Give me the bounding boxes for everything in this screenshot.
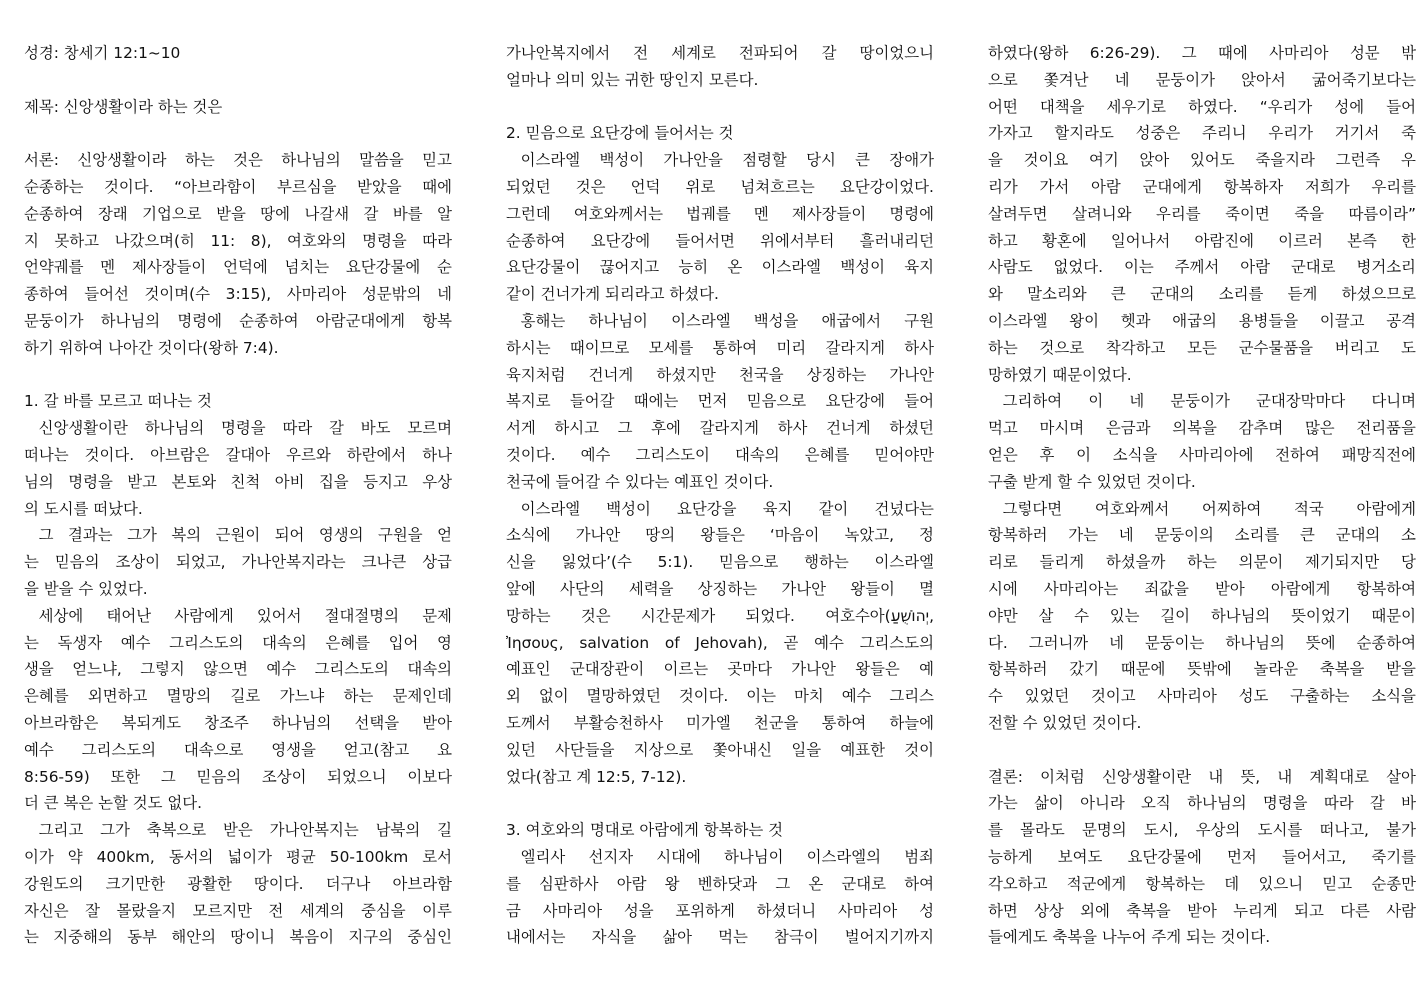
text-line: 요단강물이 끊어지고 능히 온 이스라엘 백성이 육지 [506,258,934,277]
text-line: 육지처럼 건너게 하셨지만 천국을 상징하는 가나안 [506,365,934,384]
text-column-1 [24,40,452,951]
text-line: 그리하여 이 네 문둥이가 군대장막마다 다니며 [988,392,1416,411]
text-line: 야만 살 수 있는 길이 하나님의 뜻이었기 때문이 [988,606,1416,625]
text-line: 능하게 보여도 요단강물에 먼저 들어서고, 죽기를 [988,847,1416,866]
text-line: 망하였기 때문이었다. [988,365,1132,384]
text-line: 항복하러 갔기 때문에 뜻밖에 놀라운 축복을 받을 [988,660,1416,679]
text-column-2 [506,40,934,951]
text-line: 제목: 신앙생활이라 하는 것은 [24,97,223,116]
text-line: 종하여 들어선 것이며(수 3:15), 사마리아 성문밖의 네 [24,285,452,304]
text-line: 자신은 잘 몰랐을지 모르지만 전 세계의 중심을 이루 [24,901,452,920]
text-line: 님의 명령을 받고 본토와 친척 아비 집을 등지고 우상 [24,472,452,491]
text-line: 항복하러 가는 네 문둥이의 소리를 큰 군대의 소 [988,526,1416,545]
text-line: 으로 쫓겨난 네 문둥이가 앉아서 굶어죽기보다는 [988,70,1416,89]
text-line: 문둥이가 하나님의 명령에 순종하여 아람군대에게 항복 [24,311,452,330]
text-line: 가는 삶이 아니라 오직 하나님의 명령을 따라 갈 바 [988,794,1416,813]
text-line: 그런데 여호와께서는 법궤를 멘 제사장들이 명령에 [506,204,934,223]
text-line: 들에게도 축복을 나누어 주게 되는 것이다. [988,928,1271,947]
blank-line [24,67,452,94]
text-line: 리로 들리게 하셨을까 하는 의문이 제기되지만 당 [988,553,1416,572]
blank-line [24,362,452,389]
text-line: 사람도 없었다. 이는 주께서 아람 군대로 병거소리 [988,258,1416,277]
text-line: 그 결과는 그가 복의 근원이 되어 영생의 구원을 얻 [24,526,452,545]
text-line: 생을 얻느냐, 그렇지 않으면 예수 그리스도의 대속의 [24,660,452,679]
text-line: 수 있었던 것이고 사마리아 성도 구출하는 소식을 [988,687,1416,706]
text-line: 언약궤를 멘 제사장들이 언덕에 넘치는 요단강물에 순 [24,258,452,277]
text-line: 하는 것으로 착각하고 모든 군수물품을 버리고 도 [988,338,1416,357]
text-line: 와 말소리와 큰 군대의 소리를 듣게 하셨으므로 [988,285,1416,304]
text-line: 것이다. 예수 그리스도이 대속의 은혜를 믿어야만 [506,445,934,464]
text-column-3 [988,40,1416,951]
text-line: 순종하는 것이다. “아브라함이 부르심을 받았을 때에 [24,177,452,196]
text-line: 복지로 들어갈 때에는 먼저 믿음으로 요단강에 들어 [506,392,934,411]
text-line: 홍해는 하나님이 이스라엘 백성을 애굽에서 구원 [506,311,934,330]
text-line: 신을 잃었다’(수 5:1). 믿음으로 행하는 이스라엘 [506,553,934,572]
text-line: 전할 수 있었던 것이다. [988,713,1142,732]
text-line: 성경: 창세기 12:1~10 [24,44,181,62]
text-line: 은혜를 외면하고 멸망의 길로 가느냐 하는 문제인데 [24,687,452,706]
text-line: 신앙생활이란 하나님의 명령을 따라 갈 바도 모르며 [24,419,452,438]
text-line: 가나안복지에서 전 세계로 전파되어 갈 땅이었으니 [506,44,934,62]
text-line: 2. 믿음으로 요단강에 들어서는 것 [506,124,734,143]
text-line: 순종하여 장래 기업으로 받을 땅에 나갈새 갈 바를 알 [24,204,452,223]
text-line: 순종하여 요단강에 들어서면 위에서부터 흘러내리던 [506,231,934,250]
blank-line [24,120,452,147]
text-line: 같이 건너가게 되리라고 하셨다. [506,285,719,304]
text-line: 그렇다면 여호와께서 어찌하여 적국 아람에게 [988,499,1416,518]
text-line: 서론: 신앙생활이라 하는 것은 하나님의 말씀을 믿고 [24,151,452,170]
text-line: 는 지중해의 동부 해안의 땅이니 복음이 지구의 중심인 [24,928,452,947]
text-line: 이가 약 400km, 동서의 넓이가 평균 50-100km 로서 [24,847,452,866]
text-line: 다. 그러니까 네 문둥이는 하나님의 뜻에 순종하여 [988,633,1416,652]
text-line: 외 없이 멸망하였던 것이다. 이는 마치 예수 그리스 [506,687,934,706]
text-line: 어떤 대책을 세우기로 하였다. “우리가 성에 들어 [988,97,1416,116]
text-line: 를 심판하사 아람 왕 벤하닷과 그 온 군대로 하여 [506,874,934,893]
text-line: 도께서 부활승천하사 미가엘 천군을 통하여 하늘에 [506,713,934,732]
text-line: 지 못하고 나갔으며(히 11: 8), 여호와의 명령을 따라 [24,231,452,250]
text-line: 을 것이요 여기 앉아 있어도 죽을지라 그런즉 우 [988,151,1416,170]
text-line: 는 믿음의 조상이 되었고, 가나안복지라는 크나큰 상급 [24,553,452,572]
text-line: 그리고 그가 축복으로 받은 가나안복지는 남북의 길 [24,821,452,840]
text-line: 하고 황혼에 일어나서 아람진에 이르러 본즉 한 [988,231,1416,250]
text-line: 이스라엘 백성이 가나안을 점령할 당시 큰 장애가 [506,151,934,170]
text-line: 금 사마리아 성을 포위하게 하셨더니 사마리아 성 [506,901,934,920]
text-line: 리가 가서 아람 군대에게 항복하자 저희가 우리를 [988,177,1416,196]
text-line: 더 큰 복은 논할 것도 없다. [24,794,203,813]
text-line: 이스라엘 백성이 요단강을 육지 같이 건넜다는 [506,499,934,518]
text-line: 얼마나 의미 있는 귀한 땅인지 모른다. [506,70,759,89]
text-line: 었다(참고 계 12:5, 7-12). [506,767,687,786]
text-line: 망하는 것은 시간문제가 되었다. 여호수아(יְהוֹשֻׁעַ, [506,606,934,625]
text-line: 소식에 가나안 땅의 왕들은 ‘마음이 녹았고, 정 [506,526,934,545]
text-line: 먹고 마시며 은금과 의복을 감추며 많은 전리품을 [988,419,1416,438]
text-line: 살려두면 살려니와 우리를 죽이면 죽을 따름이라” [988,204,1416,223]
text-line: 천국에 들어갈 수 있다는 예표인 것이다. [506,472,774,491]
text-line: 떠나는 것이다. 아브람은 갈대아 우르와 하란에서 하나 [24,445,452,464]
text-line: 이스라엘 왕이 헷과 애굽의 용병들을 이끌고 공격 [988,311,1416,330]
blank-line [988,737,1416,764]
text-line: 서게 하시고 그 후에 갈라지게 하사 건너게 하셨던 [506,419,934,438]
text-line: 하기 위하여 나아간 것이다(왕하 7:4). [24,338,279,357]
text-line: 강원도의 크기만한 광활한 땅이다. 더구나 아브라함 [24,874,452,893]
blank-line [506,94,934,121]
text-line: 하시는 때이므로 모세를 통하여 미리 갈라지게 하사 [506,338,934,357]
text-line: 1. 갈 바를 모르고 떠나는 것 [24,392,212,411]
text-line: 아브라함은 복되게도 창조주 하나님의 선택을 받아 [24,713,452,732]
text-line: 하였다(왕하 6:26-29). 그 때에 사마리아 성문 밖 [988,44,1416,62]
text-line: 예수 그리스도의 대속으로 영생을 얻고(참고 요 [24,740,452,759]
text-line: 의 도시를 떠났다. [24,499,143,518]
text-line: 앞에 사단의 세력을 상징하는 가나안 왕들이 멸 [506,579,934,598]
text-line: 결론: 이처럼 신앙생활이란 내 뜻, 내 계획대로 살아 [988,767,1416,786]
text-line: 각오하고 적군에게 항복하는 데 있으니 믿고 순종만 [988,874,1416,893]
text-line: 을 받을 수 있었다. [24,579,148,598]
text-line: 얻은 후 이 소식을 사마리아에 전하여 패망직전에 [988,445,1416,464]
text-line: 는 독생자 예수 그리스도의 대속의 은혜를 입어 영 [24,633,452,652]
text-line: 예표인 군대장관이 이르는 곳마다 가나안 왕들은 예 [506,660,934,679]
text-line: 를 몰라도 문명의 도시, 우상의 도시를 떠나고, 불가 [988,821,1416,840]
text-line: 시에 사마리아는 죄값을 받아 아람에게 항복하여 [988,579,1416,598]
text-line: 되었던 것은 언덕 위로 넘쳐흐르는 요단강이었다. [506,177,934,196]
text-line: 8:56-59) 또한 그 믿음의 조상이 되었으니 이보다 [24,767,452,786]
text-line: 있던 사단들을 지상으로 쫓아내신 일을 예표한 것이 [506,740,934,759]
text-line: 하면 상상 외에 축복을 받아 누리게 되고 다른 사람 [988,901,1416,920]
text-line: 내에서는 자식을 삶아 먹는 참극이 벌어지기까지 [506,928,934,947]
text-line: 세상에 태어난 사람에게 있어서 절대절명의 문제 [24,606,452,625]
text-line: 3. 여호와의 명대로 아람에게 항복하는 것 [506,821,784,840]
text-line: 엘리사 선지자 시대에 하나님이 이스라엘의 범죄 [506,847,934,866]
text-line: 가자고 할지라도 성중은 주리니 우리가 거기서 죽 [988,124,1416,143]
text-line: 구출 받게 할 수 있었던 것이다. [988,472,1196,491]
text-line: Ἰησους, salvation of Jehovah), 곧 예수 그리스도의 [506,633,934,652]
blank-line [506,790,934,817]
